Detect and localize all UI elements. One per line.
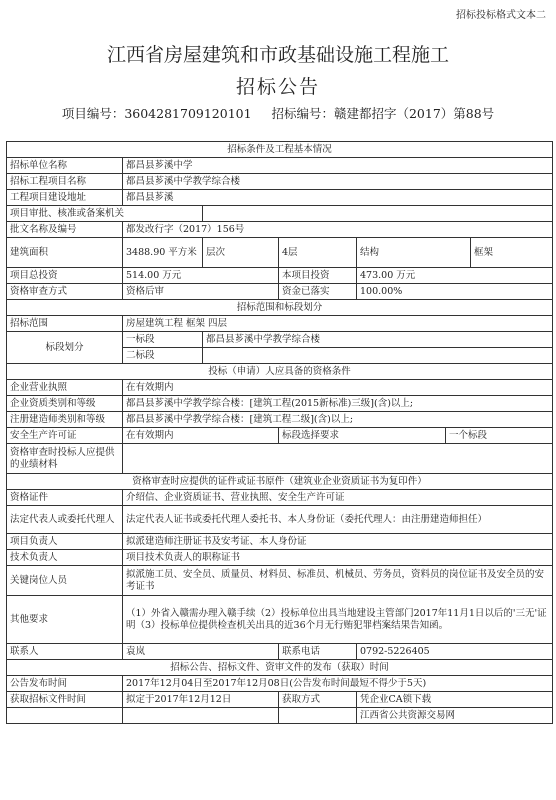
- field-label: 项目负责人: [7, 534, 123, 550]
- field-label: 注册建造师类别和等级: [7, 412, 123, 428]
- field-value: 2017年12月04日至2017年12月08日(公告发布时间最短不得少于5天): [123, 676, 553, 692]
- field-label: 本项目投资: [279, 268, 357, 284]
- field-value: 3488.90 平方米: [123, 238, 203, 268]
- field-value: 4层: [279, 238, 357, 268]
- field-label: 标段划分: [7, 332, 123, 364]
- section-title: 招标范围和标段划分: [7, 300, 553, 316]
- field-value: 473.00 万元: [357, 268, 553, 284]
- field-value: 法定代表人证书或委托代理人委托书、本人身份证（委托代理人：由注册建造师担任）: [123, 506, 553, 534]
- field-label: 安全生产许可证: [7, 428, 123, 444]
- lot-value: 都昌县芗溪中学教学综合楼: [203, 332, 553, 348]
- field-label: 联系电话: [279, 644, 357, 660]
- field-value: 一个标段: [446, 428, 553, 444]
- field-label: 标段选择要求: [279, 428, 446, 444]
- field-value: 都昌县芗溪: [123, 190, 553, 206]
- field-label: 其他要求: [7, 596, 123, 644]
- section-title: 招标公告、招标文件、资审文件的发布（获取）时间: [7, 660, 553, 676]
- field-label: 获取招标文件时间: [7, 692, 123, 708]
- bid-no-label: 招标编号：: [271, 106, 334, 121]
- field-value: 拟定于2017年12月12日: [123, 692, 279, 708]
- field-value: 资格后审: [123, 284, 279, 300]
- field-label: 层次: [203, 238, 279, 268]
- format-label: 招标投标格式文本二: [456, 10, 546, 21]
- field-label: 资格审查方式: [7, 284, 123, 300]
- field-value: 都昌县芗溪中学教学综合楼：[建筑工程(2015新标准)三级](含)以上;: [123, 396, 553, 412]
- field-value: （1）外省入赣需办理入赣手续（2）投标单位出具当地建设主管部门2017年11月1日以后的'三无'证明（3）投标单位提供检查机关出具的近36个月无行贿犯罪档案结果告知函。: [123, 596, 553, 644]
- field-label: 法定代表人或委托代理人: [7, 506, 123, 534]
- field-label: 批文名称及编号: [7, 222, 123, 238]
- project-no-label: 项目编号：: [61, 106, 125, 121]
- field-label: 资格证件: [7, 490, 123, 506]
- field-label: 关键岗位人员: [7, 566, 123, 596]
- field-value: 拟派施工员、安全员、质量员、材料员、标准员、机械员、劳务员，资料员的岗位证书及安全员的安考证书: [123, 566, 553, 596]
- field-value: [203, 206, 553, 222]
- field-value: 都昌县芗溪中学: [123, 158, 553, 174]
- field-value: 0792-5226405: [357, 644, 553, 660]
- title-line-2: 招标公告: [235, 76, 320, 98]
- field-value: 项目技术负责人的职称证书: [123, 550, 553, 566]
- lot-value: [203, 348, 553, 364]
- field-label: 工程项目建设地址: [7, 190, 123, 206]
- empty-cell: [7, 708, 123, 724]
- field-value: 100.00%: [357, 284, 553, 300]
- field-value: 框架: [471, 238, 553, 268]
- field-value: 在有效期内: [123, 428, 279, 444]
- field-label: 企业营业执照: [7, 380, 123, 396]
- field-label: 项目总投资: [7, 268, 123, 284]
- field-label: 建筑面积: [7, 238, 123, 268]
- field-label: 技术负责人: [7, 550, 123, 566]
- title-line-1: 江西省房屋建筑和市政基础设施工程施工: [106, 44, 449, 66]
- field-label: 项目审批、核准或备案机关: [7, 206, 203, 222]
- field-value: 江西省公共资源交易网: [357, 708, 553, 724]
- field-label: 公告发布时间: [7, 676, 123, 692]
- field-value: 在有效期内: [123, 380, 553, 396]
- empty-cell: [279, 708, 357, 724]
- field-value: 都昌县芗溪中学教学综合楼：[建筑工程二级](含)以上;: [123, 412, 553, 428]
- section-title: 投标（申请）人应具备的资格条件: [7, 364, 553, 380]
- field-label: 资格审查时投标人应提供的业绩材料: [7, 444, 123, 474]
- field-value: [123, 444, 553, 474]
- field-value: 都发改行字（2017）156号: [123, 222, 553, 238]
- project-no: 3604281709120101: [124, 106, 252, 121]
- field-label: 招标范围: [7, 316, 123, 332]
- field-label: 招标工程项目名称: [7, 174, 123, 190]
- field-value: 都昌县芗溪中学教学综合楼: [123, 174, 553, 190]
- numbers-line: [0, 104, 556, 122]
- lot-label: 二标段: [123, 348, 203, 364]
- field-value: 袁岚: [123, 644, 279, 660]
- field-label: 招标单位名称: [7, 158, 123, 174]
- field-value: 凭企业CA锁下载: [357, 692, 553, 708]
- field-label: 结构: [357, 238, 471, 268]
- field-label: 联系人: [7, 644, 123, 660]
- section-title: 资格审查时应提供的证件或证书原件（建筑业企业资质证书为复印件）: [7, 474, 553, 490]
- section-title: 招标条件及工程基本情况: [7, 142, 553, 158]
- announcement-table: [6, 141, 553, 724]
- field-value: 拟派建造师注册证书及安考证、本人身份证: [123, 534, 553, 550]
- field-label: 资金已落实: [279, 284, 357, 300]
- field-label: 企业资质类别和等级: [7, 396, 123, 412]
- field-value: 房屋建筑工程 框架 四层: [123, 316, 553, 332]
- bid-no: 赣建都招字（2017）第88号: [333, 106, 495, 121]
- field-value: 介绍信、企业资质证书、营业执照、安全生产许可证: [123, 490, 553, 506]
- empty-cell: [123, 708, 279, 724]
- field-label: 获取方式: [279, 692, 357, 708]
- field-value: 514.00 万元: [123, 268, 279, 284]
- lot-label: 一标段: [123, 332, 203, 348]
